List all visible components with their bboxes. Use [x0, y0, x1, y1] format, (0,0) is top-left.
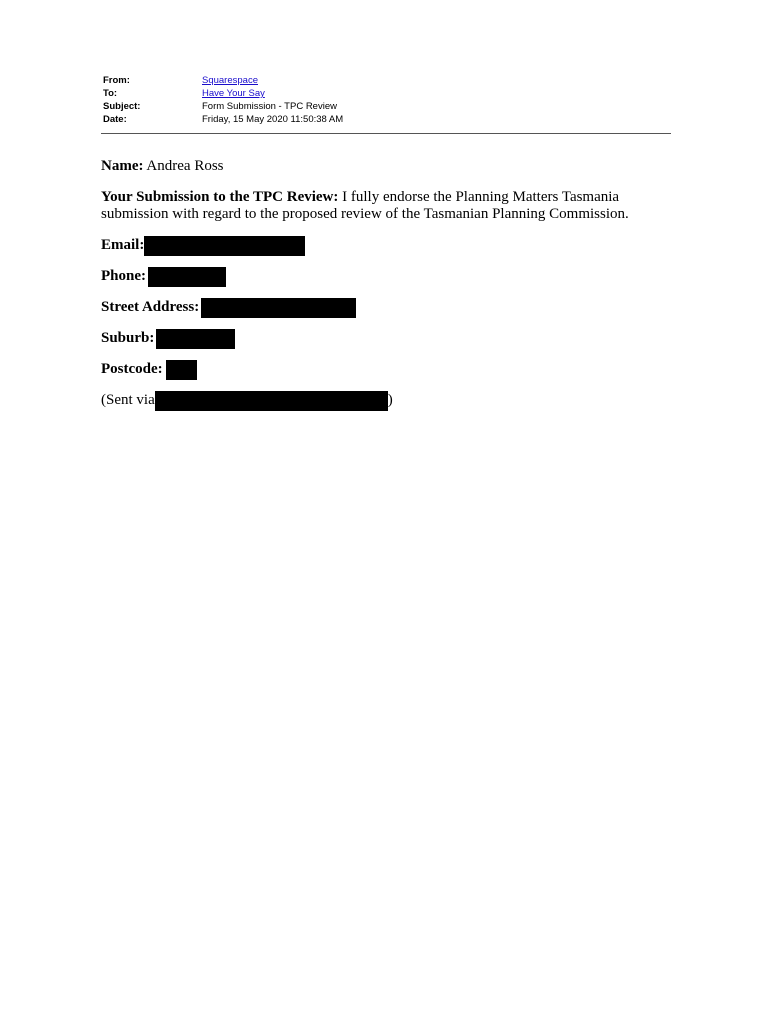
- email-line: [101, 237, 681, 254]
- postcode-redaction: [166, 360, 197, 380]
- sent-via-suffix: ): [387, 392, 393, 408]
- email-body: [101, 158, 681, 423]
- street-address-label: Street Address:: [101, 299, 200, 315]
- name-line: [101, 158, 681, 175]
- date-label: Date:: [103, 114, 127, 125]
- postcode-label: Postcode:: [101, 361, 163, 377]
- submission-paragraph: [101, 189, 681, 223]
- phone-label: Phone:: [101, 268, 146, 284]
- sent-via-line: [101, 392, 681, 409]
- submission-label: Your Submission to the TPC Review:: [101, 189, 339, 205]
- phone-redaction: [148, 267, 226, 287]
- submission-text: I fully endorse the Planning Matters Tasmania submission with regard to the proposed review of the Tasmanian Planning Commission.: [101, 189, 629, 222]
- email-header: [103, 74, 671, 126]
- header-to-row: [103, 87, 671, 100]
- street-address-redaction: [201, 298, 356, 318]
- suburb-line: [101, 330, 681, 347]
- name-value: Andrea Ross: [146, 158, 224, 174]
- to-link[interactable]: Have Your Say: [202, 88, 265, 99]
- postcode-line: [101, 361, 681, 378]
- email-redaction: [144, 236, 305, 256]
- to-label: To:: [103, 88, 118, 99]
- subject-label: Subject:: [103, 101, 141, 112]
- suburb-label: Suburb:: [101, 330, 155, 346]
- sent-via-prefix: (Sent via: [101, 392, 155, 408]
- date-value: Friday, 15 May 2020 11:50:38 AM: [202, 114, 344, 125]
- header-subject-row: [103, 100, 671, 113]
- name-label: Name:: [101, 158, 144, 174]
- from-label: From:: [103, 75, 130, 86]
- suburb-redaction: [156, 329, 235, 349]
- header-divider: [101, 133, 671, 134]
- header-date-row: [103, 113, 671, 126]
- sent-via-redaction: [155, 391, 388, 411]
- phone-line: [101, 268, 681, 285]
- subject-value: Form Submission - TPC Review: [202, 101, 337, 112]
- email-label: Email:: [101, 237, 145, 253]
- street-address-line: [101, 299, 681, 316]
- header-from-row: [103, 74, 671, 87]
- from-link[interactable]: Squarespace: [202, 75, 258, 86]
